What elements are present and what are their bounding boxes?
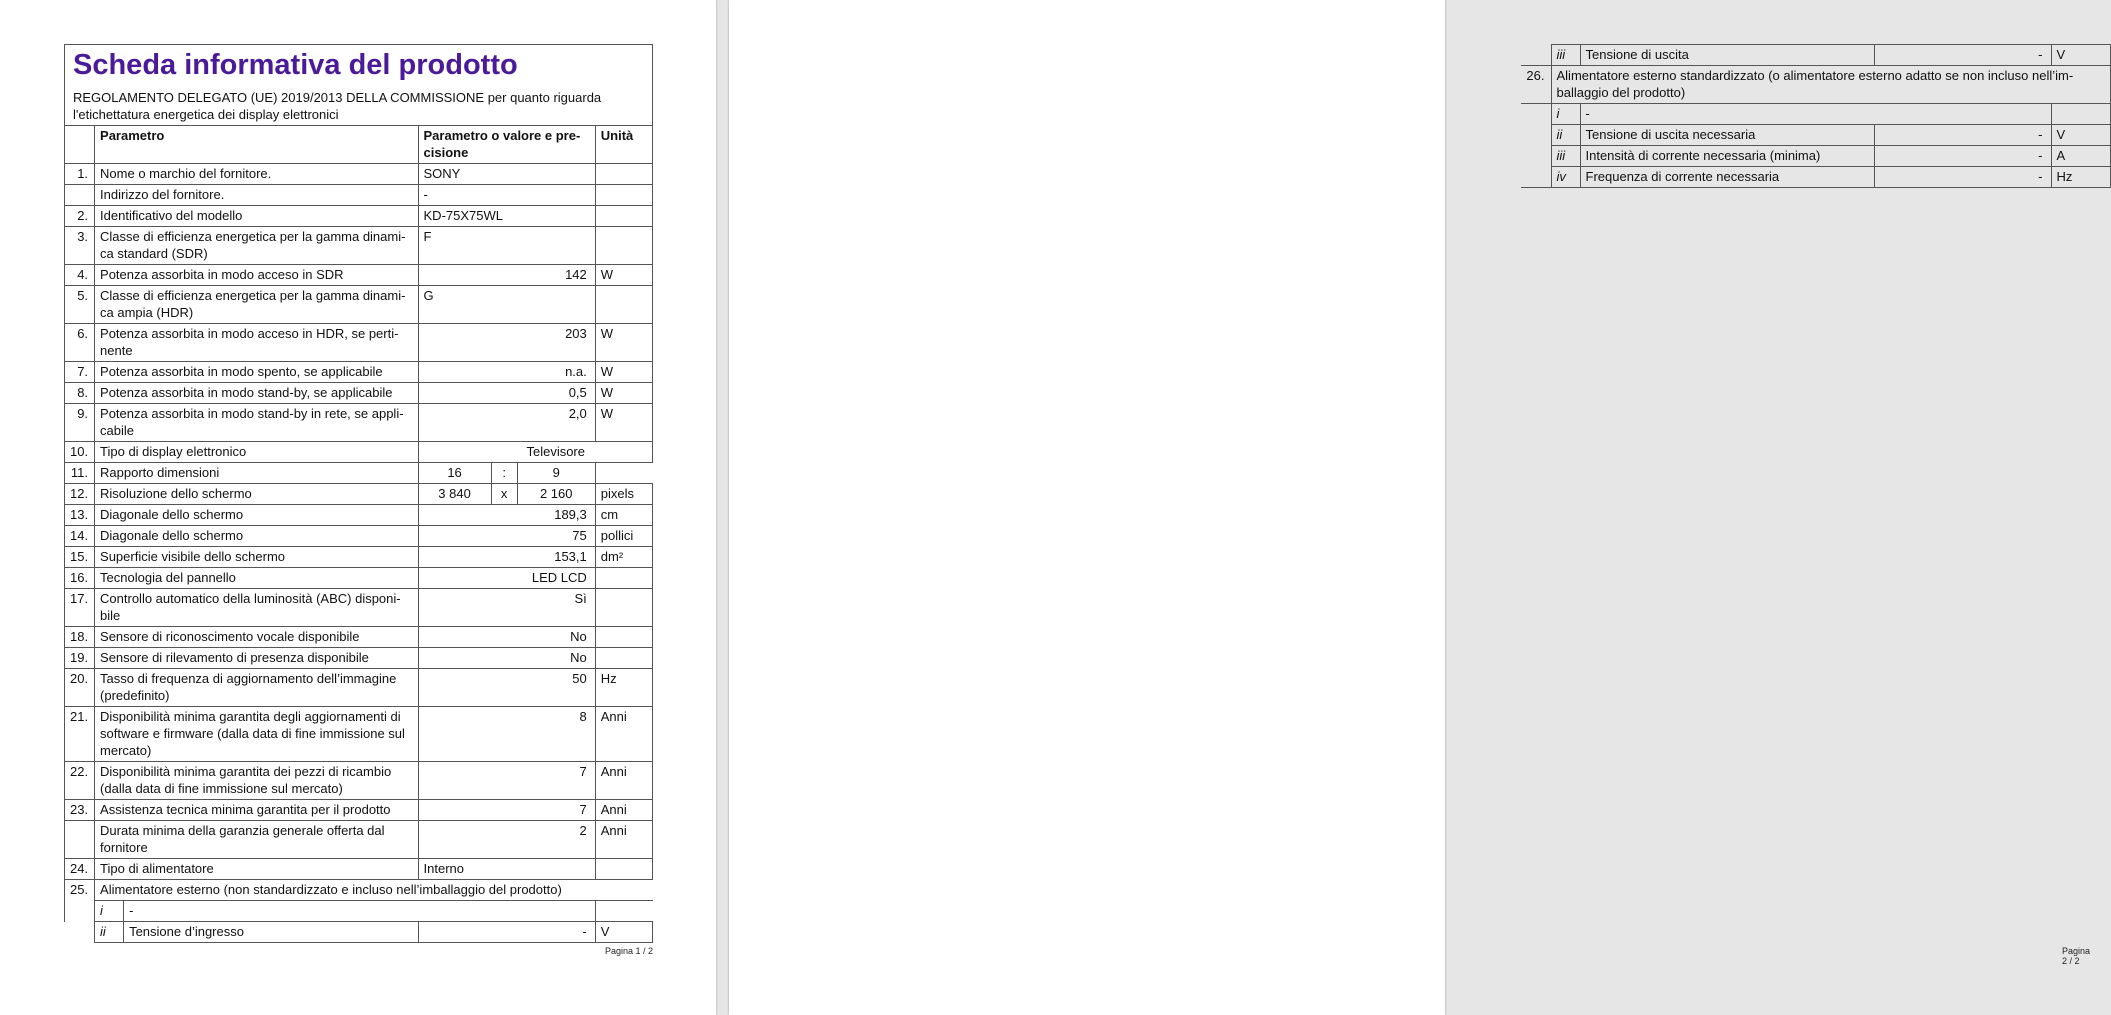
row-unit: V [2051,125,2110,146]
row-label: Potenza assorbita in modo stand-by in rete, se appli-cabile [95,404,418,442]
row-label: Classe di efficienza energetica per la gamma dinami-ca standard (SDR) [95,227,418,265]
sub-index: i [1551,104,1580,125]
row-value: - [418,185,595,206]
row-value: LED LCD [418,568,595,589]
row-unit: dm² [595,547,652,568]
row-unit: Anni [595,707,652,762]
page-number: Pagina 1 / 2 [605,946,654,956]
row-unit: Anni [595,800,652,821]
row-value: 50 [418,669,595,707]
row-label: Durata minima della garanzia generale offerta dal fornitore [95,821,418,859]
row-unit [595,463,652,484]
sub-index: iv [1551,167,1580,188]
row-label: Sensore di rilevamento di presenza disponibile [95,648,418,669]
row-value: Sì [418,589,595,627]
row-label: Frequenza di corrente necessaria [1580,167,1874,188]
row-label: Indirizzo del fornitore. [95,185,418,206]
row-label: - [124,901,596,922]
table-row: 5. Classe di efficienza energetica per la gamma dinami-ca ampia (HDR) G [65,286,653,324]
table-row: 19. Sensore di rilevamento di presenza disponibile No [65,648,653,669]
row-label: Alimentatore esterno (non standardizzato e incluso nell’imballaggio del prodotto) [95,880,653,901]
row-unit [595,627,652,648]
row-unit [595,164,652,185]
table-header-row [65,126,653,164]
header-unit: Unità [595,126,652,164]
row-value: 153,1 [418,547,595,568]
row-label: Potenza assorbita in modo acceso in SDR [95,265,418,286]
row-unit: W [595,404,652,442]
row-label: - [1580,104,2051,125]
row-label: Diagonale dello schermo [95,526,418,547]
row-value: 189,3 [418,505,595,526]
row-unit: Anni [595,762,652,800]
row-unit: cm [595,505,652,526]
table-row: 21. Disponibilità minima garantita degli aggiornamenti di software e firmware (dalla data di fine immissione sul mercato) 8 Anni [65,707,653,762]
row-label: Tensione d’ingresso [124,922,418,943]
row-label: Classe di efficienza energetica per la gamma dinami-ca ampia (HDR) [95,286,418,324]
table-row [65,901,653,922]
table-row: 22. Disponibilità minima garantita dei pezzi di ricambio (dalla data di fine immissione sul mercato) 7 Anni [65,762,653,800]
row-value: 0,5 [418,383,595,404]
row-label: Risoluzione dello schermo [95,484,418,505]
row-value: 2 [418,821,595,859]
table-row: 3. Classe di efficienza energetica per la gamma dinami-ca standard (SDR) F [65,227,653,265]
row-label: Potenza assorbita in modo stand-by, se applicabile [95,383,418,404]
row-value: F [418,227,595,265]
row-label: Tipo di alimentatore [95,859,418,880]
row-label: Tecnologia del pannello [95,568,418,589]
row-unit: pixels [595,484,652,505]
table-row [1521,45,2110,66]
row-unit [595,286,652,324]
row-unit [595,648,652,669]
table-row: 12. Risoluzione dello schermo 3 840 x 2 160 pixels [65,484,653,505]
row-value: 7 [418,762,595,800]
row-unit: Hz [2051,167,2110,188]
row-unit: W [595,383,652,404]
row-unit [595,206,652,227]
table-row [65,185,653,206]
row-unit [595,859,652,880]
row-value: 8 [418,707,595,762]
product-info-table-continued [1521,44,2111,188]
resolution-width: 3 840 [418,484,491,505]
row-label: Identificativo del modello [95,206,418,227]
table-row: 9. Potenza assorbita in modo stand-by in rete, se appli-cabile 2,0 W [65,404,653,442]
row-value: No [418,627,595,648]
table-row: 8. Potenza assorbita in modo stand-by, se applicabile 0,5 W [65,383,653,404]
row-label: Tasso di frequenza di aggiornamento dell’immagine (predefinito) [95,669,418,707]
row-value: - [1874,125,2051,146]
row-value: 2,0 [418,404,595,442]
row-unit: pollici [595,526,652,547]
table-row: 24. Tipo di alimentatore Interno [65,859,653,880]
product-info-table [64,44,653,943]
sub-index: iii [1551,45,1580,66]
row-unit: A [2051,146,2110,167]
table-row: 17. Controllo automatico della luminosità (ABC) disponi-bile Sì [65,589,653,627]
row-label: Nome o marchio del fornitore. [95,164,418,185]
row-value: - [418,922,595,943]
row-unit: W [595,324,652,362]
table-row [1521,167,2110,188]
row-value: SONY [418,164,595,185]
header-value: Parametro o valore e pre-cisione [418,126,595,164]
row-value: 203 [418,324,595,362]
row-label: Rapporto dimensioni [95,463,418,484]
row-value: 75 [418,526,595,547]
table-row: 18. Sensore di riconoscimento vocale disponibile No [65,627,653,648]
row-unit [595,589,652,627]
row-label: Disponibilità minima garantita dei pezzi di ricambio (dalla data di fine immissione sul mercato) [95,762,418,800]
row-unit [595,185,652,206]
table-row: 11. Rapporto dimensioni 16 : 9 [65,463,653,484]
row-unit [595,568,652,589]
row-value: - [1874,45,2051,66]
table-row: 15. Superficie visibile dello schermo 153,1 dm² [65,547,653,568]
row-label: Disponibilità minima garantita degli aggiornamenti di software e firmware (dalla data di fine immissione sul mercato) [95,707,418,762]
table-row: 20. Tasso di frequenza di aggiornamento dell’immagine (predefinito) 50 Hz [65,669,653,707]
row-value: n.a. [418,362,595,383]
sub-index: ii [1551,125,1580,146]
row-value: - [1874,167,2051,188]
document-page-2 [729,0,2091,1015]
row-label: Potenza assorbita in modo acceso in HDR, se perti-nente [95,324,418,362]
table-row [1521,125,2110,146]
row-value: G [418,286,595,324]
row-label: Potenza assorbita in modo spento, se applicabile [95,362,418,383]
table-row: 26. Alimentatore esterno standardizzato (o alimentatore esterno adatto se non incluso nell’im-ballaggio del prodotto) [1521,66,2110,104]
table-row: 10. Tipo di display elettronico Televisore [65,442,653,463]
table-row [65,922,653,943]
resolution-height: 2 160 [517,484,595,505]
row-unit: Anni [595,821,652,859]
table-row: 4. Potenza assorbita in modo acceso in SDR 142 W [65,265,653,286]
row-label: Alimentatore esterno standardizzato (o alimentatore esterno adatto se non incluso nell’im-ballaggio del prodotto) [1551,66,2110,104]
header-param: Parametro [95,126,418,164]
page-subtitle: REGOLAMENTO DELEGATO (UE) 2019/2013 DELLA COMMISSIONE per quanto riguarda l'etichettatura energetica dei display elettronici [73,90,602,122]
row-label: Tensione di uscita [1580,45,1874,66]
row-unit: W [595,362,652,383]
page-title: Scheda informativa del prodotto [73,49,518,81]
row-label: Tensione di uscita necessaria [1580,125,1874,146]
table-row: 1. Nome o marchio del fornitore. SONY [65,164,653,185]
row-label: Superficie visibile dello schermo [95,547,418,568]
row-label: Tipo di display elettronico [95,442,418,463]
row-unit: Hz [595,669,652,707]
table-row: 25. Alimentatore esterno (non standardizzato e incluso nell’imballaggio del prodotto) [65,880,653,901]
table-row [1521,104,2110,125]
table-row: 14. Diagonale dello schermo 75 pollici [65,526,653,547]
row-unit: V [595,922,652,943]
table-row [1521,146,2110,167]
table-row [65,821,653,859]
ratio-separator: : [491,463,517,484]
row-label: Assistenza tecnica minima garantita per il prodotto [95,800,418,821]
row-value: - [1874,146,2051,167]
row-value: 142 [418,265,595,286]
row-value: No [418,648,595,669]
sub-index: iii [1551,146,1580,167]
row-label: Sensore di riconoscimento vocale disponibile [95,627,418,648]
document-page-1 [0,0,716,1015]
table-row: 6. Potenza assorbita in modo acceso in HDR, se perti-nente 203 W [65,324,653,362]
table-row: 2. Identificativo del modello KD-75X75WL [65,206,653,227]
row-unit [595,227,652,265]
title-cell [65,45,653,126]
table-row: 23. Assistenza tecnica minima garantita per il prodotto 7 Anni [65,800,653,821]
row-unit: V [2051,45,2110,66]
table-row: 13. Diagonale dello schermo 189,3 cm [65,505,653,526]
row-unit: W [595,265,652,286]
table-row: 16. Tecnologia del pannello LED LCD [65,568,653,589]
table-row: 7. Potenza assorbita in modo spento, se applicabile n.a. W [65,362,653,383]
page-number: Pagina 2 / 2 [2062,946,2091,966]
row-value: KD-75X75WL [418,206,595,227]
row-value: Interno [418,859,595,880]
resolution-separator: x [491,484,517,505]
row-label: Intensità di corrente necessaria (minima) [1580,146,1874,167]
sub-index: i [95,901,124,922]
sub-index: ii [95,922,124,943]
ratio-height: 9 [517,463,595,484]
row-value: 7 [418,800,595,821]
row-value: Televisore [418,442,652,463]
row-label: Diagonale dello schermo [95,505,418,526]
row-label: Controllo automatico della luminosità (ABC) disponi-bile [95,589,418,627]
ratio-width: 16 [418,463,491,484]
